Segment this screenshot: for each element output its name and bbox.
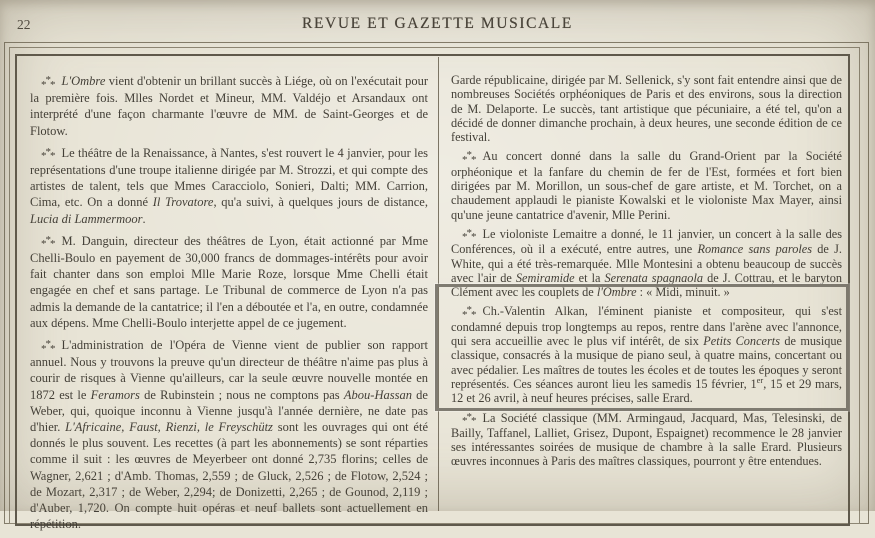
- paragraph: *** M. Danguin, directeur des théâtres de Lyon, était actionné par Mme Chelli-Boulo en payement de 30,000 francs de dommages-intérêts pour avoir fait chanter dans son emploi Mlle Marie Roze, lorsque Mme Chelli était engagée en chef et sans partage. Le Tribunal de commerce de Lyon n'a pas admis la demande de la cantatrice; il l'en a déboutée et l'a, en outre, condamnée aux dépens. Mme Chelli-Boulo interjette appel de ce jugement.: [30, 233, 428, 330]
- highlighted-notice: [451, 304, 842, 405]
- masthead-title: REVUE ET GAZETTE MUSICALE: [302, 15, 573, 32]
- paragraph: *** Le violoniste Lemaitre a donné, le 11 janvier, un concert à la salle des Conférences, où il a exécuté, entre autres, une Romance sans paroles de J. White, qui a été très-remarquée. Mlle Montesini a obtenu beaucoup de succès avec l'air de Semiramide et la Serenata spagnaola de J. Cottrau, et le baryton Clément avec les couplets de l'Ombre : « Midi, minuit. »: [451, 226, 843, 300]
- asterism-mark-icon: ***: [41, 145, 56, 163]
- asterism-mark-icon: ***: [41, 74, 56, 91]
- paragraph: *** Ch.-Valentin Alkan, l'éminent pianiste et compositeur, qui s'est condamné depuis trop longtemps au repos, rentre dans l'arène avec l'annonce, qui sera accueillie avec le plus vif intérêt, de six Petits Concerts de musique classique, consacrés à la musique de piano seul, à quatre mains, concertant ou avec pédalier. Les maîtres de toutes les écoles et de toutes les époques y seront représentés. Ces séances auront lieu les samedis 15 février, 1er, 15 et 29 mars, 12 et 26 avril, à neuf heures précises, salle Erard.: [451, 304, 843, 406]
- running-head: [0, 12, 875, 38]
- paragraph: *** Au concert donné dans la salle du Grand-Orient par la Société orphéonique et la fanfare du chemin de fer de l'Est, formées et fort bien dirigées par M. Morillon, un sous-chef de gare artiste, et M. Torchet, on a chaudement applaudi le pianiste Kowalski et le violoniste Max Mayer, ainsi qu'une jeune cantatrice d'avenir, Mlle Perini.: [451, 149, 842, 222]
- paragraph: *** L'administration de l'Opéra de Vienne vient de publier son rapport annuel. Nous y trouvons la preuve qu'un directeur de théâtre n'aime pas plus à courir de risques à Vienne qu'ailleurs, car la seule œuvre nouvelle montée en 1872 est le Feramors de Rubinstein ; nous ne comptons pas Abou-Hassan de Weber, qui, quoique inconnu à Vienne jusqu'à l'année dernière, ne date pas d'hier. L'Africaine, Faust, Rienzi, le Freyschütz sont les ouvrages qui ont été donnés le plus souvent. Les recettes (à part les abonnements) se sont réparties comme il suit : les œuvres de Meyerbeer ont donné 2,735 florins; celles de Wagner, 2,621 ; d'Amb. Thomas, 2,559 ; de Gluck, 2,526 ; de Flotow, 2,524 ; de Mozart, 2,317 ; de Weber, 2,294; de Donizetti, 2,265 ; de Gounod, 2,119 ; d'Auber, 1,720. On compte huit opéras et neuf ballets sont actuellement en répétition.: [30, 338, 428, 532]
- paragraph: *** Le théâtre de la Renaissance, à Nantes, s'est rouvert le 4 janvier, pour les représentations d'une troupe italienne dirigée par M. Strozzi, et qui compte des artistes de talent, tels que Mmes Caracciolo, Sonieri, Dalti; MM. Carrion, Cima, etc. On a donné Il Trovatore, qu'a suivi, à quelques jours de distance, Lucia di Lammermoor.: [30, 145, 428, 226]
- asterism-mark-icon: ***: [41, 338, 56, 355]
- right-column: [451, 73, 842, 538]
- paragraph: *** La Société classique (MM. Armingaud, Jacquard, Mas, Telesinski, de Bailly, Taffanel, Lalliet, Grisez, Dupont, Espaignet) recommence le 28 janvier ses intéressantes soirées de musique de chambre à la salle Erard. Plusieurs œuvres inconnues à Paris des maîtres classiques, pourront y être entendues.: [451, 410, 842, 469]
- asterism-mark-icon: ***: [462, 304, 477, 321]
- asterism-mark-icon: ***: [462, 410, 477, 428]
- page-content: [30, 73, 842, 538]
- asterism-mark-icon: ***: [462, 226, 477, 244]
- paragraph: *** L'Ombre vient d'obtenir un brillant succès à Liége, où on l'exécutait pour la première fois. Mlles Nordet et Mineur, MM. Valdéjo et Arsandaux ont interprété d'une façon charmante l'œuvre de MM. de Saint-Georges et de Flotow.: [30, 74, 428, 138]
- asterism-mark-icon: ***: [462, 149, 477, 166]
- asterism-mark-icon: ***: [41, 233, 56, 251]
- left-column: [30, 73, 428, 538]
- page-number: 22: [17, 17, 31, 32]
- paragraph: Garde républicaine, dirigée par M. Sellenick, s'y sont fait entendre ainsi que de nombreuses Sociétés orphéoniques de Paris et des environs, sous la direction de M. Delaporte. Le succès, tant artistique que pécuniaire, a été tel, qu'on a décidé de donner dimanche prochain, à deux heures, une seconde édition de ce festival.: [451, 73, 842, 145]
